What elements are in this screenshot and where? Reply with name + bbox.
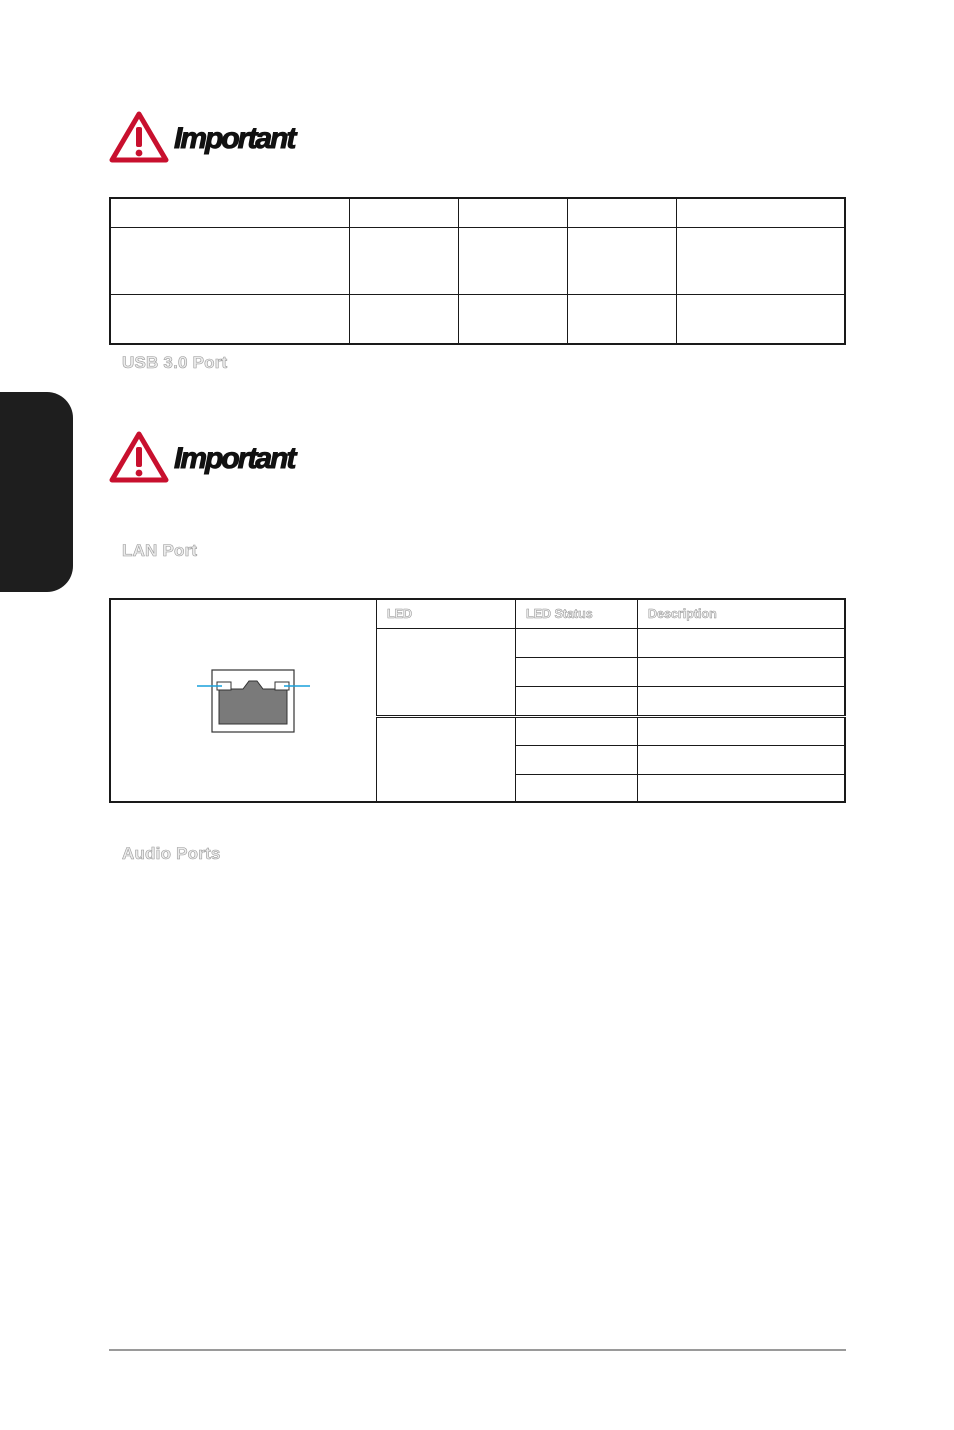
table-cell: [677, 294, 846, 344]
col-header-led: LED: [377, 599, 516, 628]
chapter-side-tab: [0, 392, 73, 592]
footer-rule: [109, 1349, 846, 1351]
lan-led-table: [109, 598, 846, 803]
table-cell: [638, 686, 846, 716]
important-notice: [108, 430, 408, 490]
table-cell: [638, 774, 846, 802]
lan-port-figure: [110, 599, 377, 802]
table-cell: [638, 745, 846, 774]
table-cell: [568, 227, 677, 294]
table-cell: [516, 657, 638, 686]
lan-section-heading: LAN Port: [122, 541, 198, 560]
table-cell: [516, 745, 638, 774]
table-cell: [459, 294, 568, 344]
table-cell: [110, 227, 350, 294]
usb-spec-table: [109, 197, 846, 345]
table-cell: [377, 716, 516, 802]
table-cell: [110, 198, 350, 227]
table-cell: [516, 686, 638, 716]
table-cell: [350, 227, 459, 294]
important-notice: [108, 110, 408, 170]
rj45-port-icon: [111, 600, 376, 806]
col-header-led-status: LED Status: [516, 599, 638, 628]
table-cell: [377, 628, 516, 716]
warning-triangle-icon: [108, 430, 170, 484]
table-cell: [516, 628, 638, 657]
table-cell: [638, 716, 846, 745]
table-cell: [459, 227, 568, 294]
table-cell: [459, 198, 568, 227]
usb-section-heading: USB 3.0 Port: [122, 353, 228, 372]
warning-triangle-icon: [108, 110, 170, 164]
table-cell: [110, 294, 350, 344]
table-cell: [568, 294, 677, 344]
important-label: Important: [174, 122, 295, 155]
table-cell: [568, 198, 677, 227]
table-cell: [350, 198, 459, 227]
table-cell: [350, 294, 459, 344]
audio-section-heading: Audio Ports: [122, 844, 221, 863]
important-label: Important: [174, 442, 295, 475]
table-cell: [677, 227, 846, 294]
table-cell: [516, 716, 638, 745]
table-cell: [677, 198, 846, 227]
col-header-description: Description: [638, 599, 846, 628]
table-cell: [638, 628, 846, 657]
table-cell: [516, 774, 638, 802]
table-cell: [638, 657, 846, 686]
